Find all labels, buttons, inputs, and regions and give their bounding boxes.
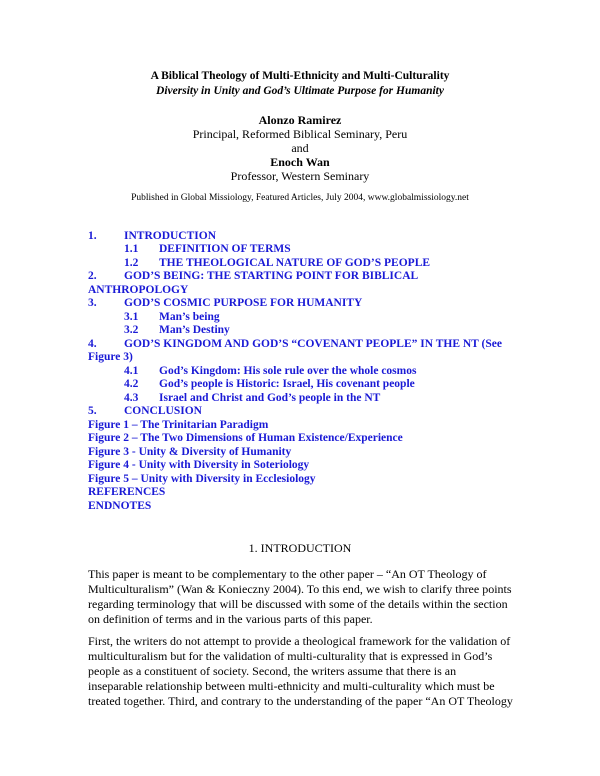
toc-link-theological-nature[interactable]: THE THEOLOGICAL NATURE OF GOD’S PEOPLE (159, 257, 431, 269)
paragraph-1 (88, 567, 528, 627)
toc-link-conclusion[interactable]: CONCLUSION (124, 405, 202, 417)
toc-link-gods-kingdom-cont[interactable]: Figure 3) (88, 351, 133, 363)
toc-link-endnotes[interactable]: ENDNOTES (88, 500, 152, 512)
and-text: and (291, 141, 309, 155)
toc-link-gods-people-historic[interactable]: God’s people is Historic: Israel, His covenant people (159, 378, 415, 390)
toc-num-5[interactable]: 5. (88, 405, 97, 417)
toc-link-cosmic-purpose[interactable]: GOD’S COSMIC PURPOSE FOR HUMANITY (124, 297, 363, 309)
toc-num-4-3[interactable]: 4.3 (124, 392, 139, 404)
toc-link-figure-5[interactable]: Figure 5 – Unity with Diversity in Ecclesiology (88, 473, 316, 485)
toc-link-sole-rule[interactable]: God’s Kingdom: His sole rule over the whole cosmos (159, 365, 417, 377)
toc-num-2[interactable]: 2. (88, 270, 97, 282)
paper-subtitle: Diversity in Unity and God’s Ultimate Purpose for Humanity (156, 85, 444, 97)
toc-num-4-1[interactable]: 4.1 (124, 365, 139, 377)
toc-link-figure-1[interactable]: Figure 1 – The Trinitarian Paradigm (88, 419, 269, 431)
toc-link-figure-4[interactable]: Figure 4 - Unity with Diversity in Soteriology (88, 459, 310, 471)
author2-name: Enoch Wan (270, 155, 330, 169)
paragraph-1-line: regarding terminology that will be discussed with some of the details within the section (88, 597, 508, 611)
toc-num-3-1[interactable]: 3.1 (124, 311, 139, 323)
toc-link-figure-3[interactable]: Figure 3 - Unity & Diversity of Humanity (88, 446, 292, 458)
author2-role: Professor, Western Seminary (230, 169, 370, 183)
author1-role: Principal, Reformed Biblical Seminary, Peru (192, 127, 408, 141)
toc-link-gods-being-cont[interactable]: ANTHROPOLOGY (88, 284, 189, 296)
toc-link-israel-and-christ[interactable]: Israel and Christ and God’s people in the NT (159, 392, 381, 404)
paragraph-1-line: Multiculturalism” (Wan & Konieczny 2004). To this end, we wish to clarify three points (88, 582, 512, 596)
toc-link-mans-destiny[interactable]: Man’s Destiny (159, 324, 230, 336)
toc-num-1-1[interactable]: 1.1 (124, 243, 139, 255)
toc-num-4[interactable]: 4. (88, 338, 97, 350)
toc-link-references[interactable]: REFERENCES (88, 486, 166, 498)
toc-link-mans-being[interactable]: Man’s being (159, 311, 220, 323)
toc-link-gods-kingdom[interactable]: GOD’S KINGDOM AND GOD’S “COVENANT PEOPLE” IN THE NT (See (124, 338, 502, 350)
toc-num-1[interactable]: 1. (88, 230, 97, 242)
toc-num-1-2[interactable]: 1.2 (124, 257, 139, 269)
paragraph-2-line: multiculturalism but for the validation of multi-culturality that is expressed in God’s (88, 649, 493, 663)
paragraph-2 (88, 634, 528, 709)
toc-link-figure-2[interactable]: Figure 2 – The Two Dimensions of Human Existence/Experience (88, 432, 403, 444)
toc-num-3-2[interactable]: 3.2 (124, 324, 139, 336)
paragraph-2-line: inseparable relationship between multi-ethnicity and multi-culturality which must be (88, 679, 495, 693)
toc-link-definition-of-terms[interactable]: DEFINITION OF TERMS (159, 243, 291, 255)
toc-num-3[interactable]: 3. (88, 297, 97, 309)
paper-title: A Biblical Theology of Multi-Ethnicity and Multi-Culturality (150, 70, 450, 82)
publication-note: Published in Global Missiology, Featured Articles, July 2004, www.globalmissiology.net (131, 193, 469, 203)
paragraph-1-line: This paper is meant to be complementary to the other paper – “An OT Theology of (88, 567, 487, 581)
author1-name: Alonzo Ramirez (258, 113, 342, 127)
paragraph-2-line: First, the writers do not attempt to provide a theological framework for the validation of (88, 634, 511, 648)
paragraph-2-line: treated together. Third, and contrary to the understanding of the paper “An OT Theology (88, 694, 513, 708)
paragraph-2-line: people as a constituent of society. Second, the writers assume that there is an (88, 664, 457, 678)
toc-num-4-2[interactable]: 4.2 (124, 378, 139, 390)
section-heading-introduction: 1. INTRODUCTION (248, 541, 352, 555)
toc-link-gods-being[interactable]: GOD’S BEING: THE STARTING POINT FOR BIBLICAL (124, 270, 419, 282)
paragraph-1-line: on definition of terms and in the various parts of this paper. (88, 612, 373, 626)
toc-link-introduction[interactable]: INTRODUCTION (124, 230, 217, 242)
